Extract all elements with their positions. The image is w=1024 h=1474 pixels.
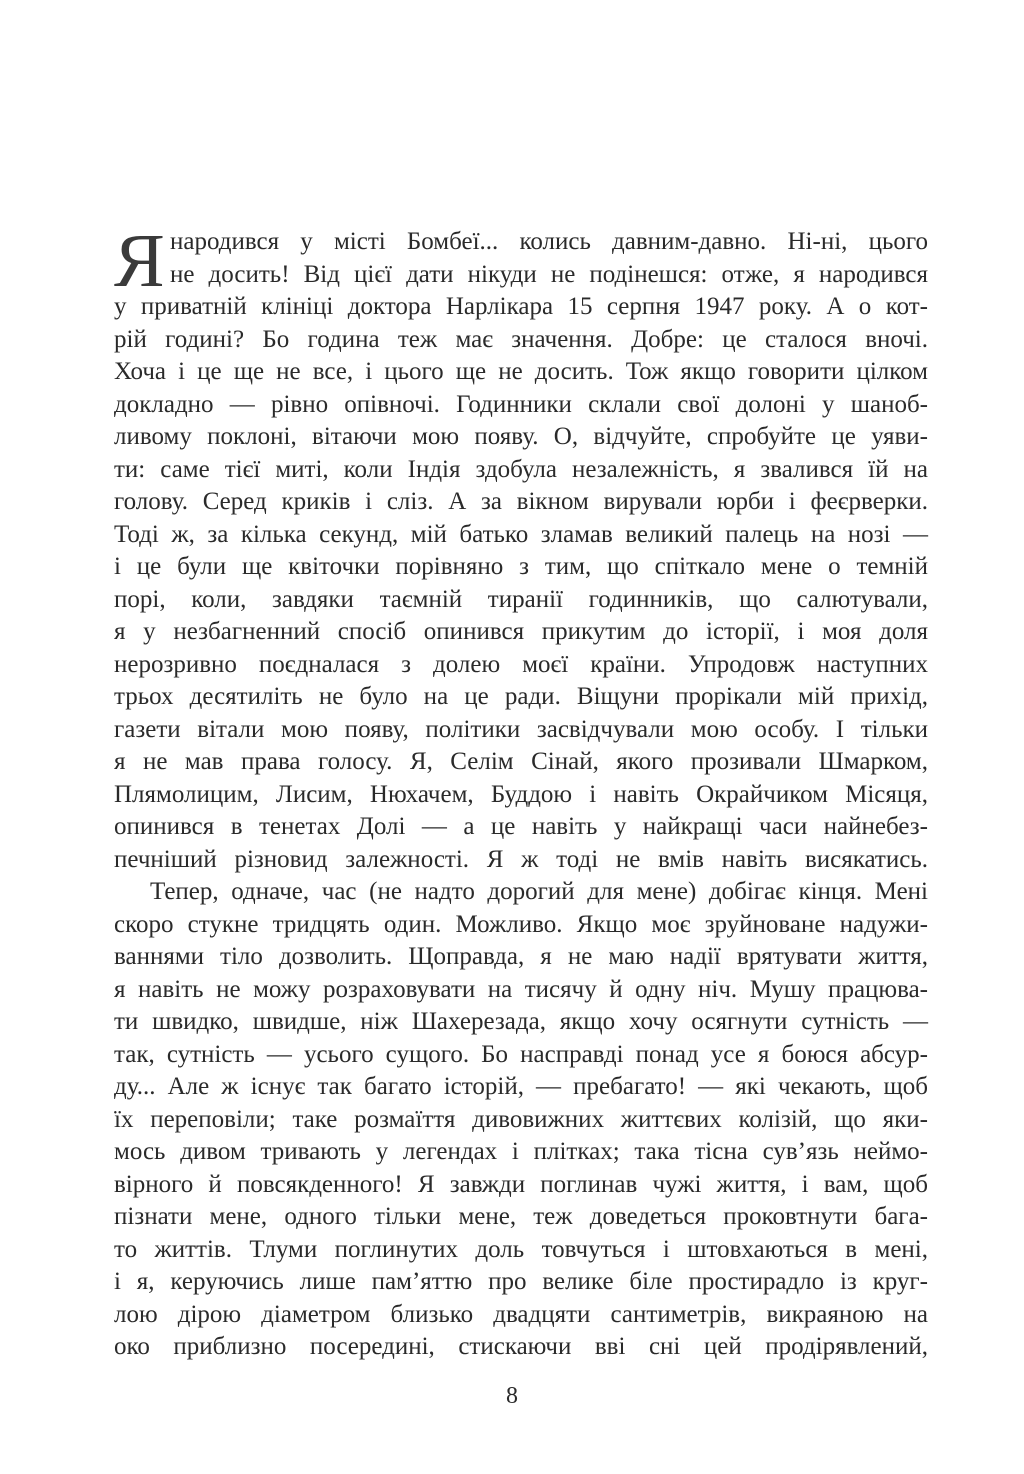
paragraph-1 bbox=[114, 219, 928, 876]
text-line: ливому поклоні, вітаючи мою появу. О, відчуйте, спробуйте це уяви- bbox=[114, 423, 928, 450]
text-line: їх переповіли; таке розмаїття дивовижних життєвих колізій, що яки- bbox=[114, 1105, 928, 1133]
text-line: ду... Але ж існує так багато історій, — пребагато! — які чекають, щоб bbox=[114, 1073, 928, 1100]
text-line: око приблизно посередині, стискаючи вві сні цей продірявлений, bbox=[114, 1333, 928, 1360]
text-line: ти швидко, швидше, ніж Шахерезада, якщо хочу осягнути сутність — bbox=[114, 1008, 928, 1035]
text-line: скоро стукне тридцять один. Можливо. Якщо моє зруйноване надужи- bbox=[114, 910, 928, 938]
text-line: Хоча і це ще не все, і цього ще не досить. Тож якщо говорити цілком bbox=[114, 358, 928, 385]
text-line: мось дивом тривають у легендах і плітках; така тісна сув’язь неймо- bbox=[114, 1138, 928, 1165]
text-line: Плямолицим, Лисим, Нюхачем, Буддою і навіть Окрайчиком Місяця, bbox=[114, 780, 928, 808]
text-line: так, сутність — усього сущого. Бо насправді понад усе я боюся абсур- bbox=[114, 1040, 928, 1068]
text-line: я не мав права голосу. Я, Селім Сінай, якого прозивали Шмарком, bbox=[114, 748, 928, 775]
text-line: трьох десятиліть не було на це ради. Віщуни прорікали мій прихід, bbox=[114, 683, 928, 710]
text-line: у приватній клініці доктора Нарлікара 15 серпня 1947 року. А о кот- bbox=[114, 293, 928, 320]
text-line: рій годині? Бо година теж має значення. Добре: це сталося вночі. bbox=[114, 325, 928, 353]
text-line: газети вітали мою появу, політики засвідчували мою особу. І тільки bbox=[114, 715, 928, 743]
text-line: нерозривно поєдналася з долею моєї країни. Упродовж наступних bbox=[114, 650, 928, 678]
text-line: і я, керуючись лише пам’яттю про велике біле простирадло із круг- bbox=[114, 1268, 928, 1295]
text-line: ти: саме тієї миті, коли Індія здобула незалежність, я звалився їй на bbox=[114, 455, 928, 483]
text-line: я навіть не можу розраховувати на тисячу й одну ніч. Мушу працюва- bbox=[114, 975, 928, 1003]
text-line: я у незбагненний спосіб опинився прикутим до історії, і моя доля bbox=[114, 618, 928, 645]
text-line: докладно — рівно опівночі. Годинники склали свої долоні у шаноб- bbox=[114, 390, 928, 418]
text-line: Тепер, одначе, час (не надто дорогий для мене) добігає кінця. Мені bbox=[150, 878, 928, 905]
text-line: опинився в тенетах Долі — а це навіть у найкращі часи найнебез- bbox=[114, 813, 928, 840]
text-line: лою дірою діаметром близько двадцяти сантиметрів, викраяною на bbox=[114, 1300, 928, 1328]
text-line: пізнати мене, одного тільки мене, теж доведеться проковтнути бага- bbox=[114, 1203, 928, 1230]
text-line: народився у місті Бомбеї... колись давним-давно. Ні-ні, цього bbox=[170, 228, 928, 255]
text-line: ваннями тіло дозволить. Щоправда, я не маю надії врятувати життя, bbox=[114, 943, 928, 970]
text-line: порі, коли, завдяки таємній тиранії годинників, що салютували, bbox=[114, 585, 928, 613]
text-line: Тоді ж, за кілька секунд, мій батько зламав великий палець на нозі — bbox=[114, 520, 928, 548]
text-line: печніший різновид залежності. Я ж тоді не вмів навіть висякатись. bbox=[114, 845, 928, 873]
text-line: вірного й повсякденного! Я завжди поглинав чужі життя, і вам, щоб bbox=[114, 1170, 928, 1198]
drop-cap: Я bbox=[114, 219, 165, 303]
text-line: не досить! Від цієї дати нікуди не подінешся: отже, я народився bbox=[170, 260, 928, 288]
page-body bbox=[114, 219, 928, 1364]
text-line: то життів. Тлуми поглинутих доль товчуться і штовхаються в мені, bbox=[114, 1235, 928, 1263]
text-line: голову. Серед криків і сліз. А за вікном вирували юрби і феєрверки. bbox=[114, 488, 928, 515]
page-number: 8 bbox=[506, 1383, 518, 1409]
paragraph-2 bbox=[114, 876, 928, 1364]
text-line: і це були ще квіточки порівняно з тим, що спіткало мене о темній bbox=[114, 553, 928, 580]
